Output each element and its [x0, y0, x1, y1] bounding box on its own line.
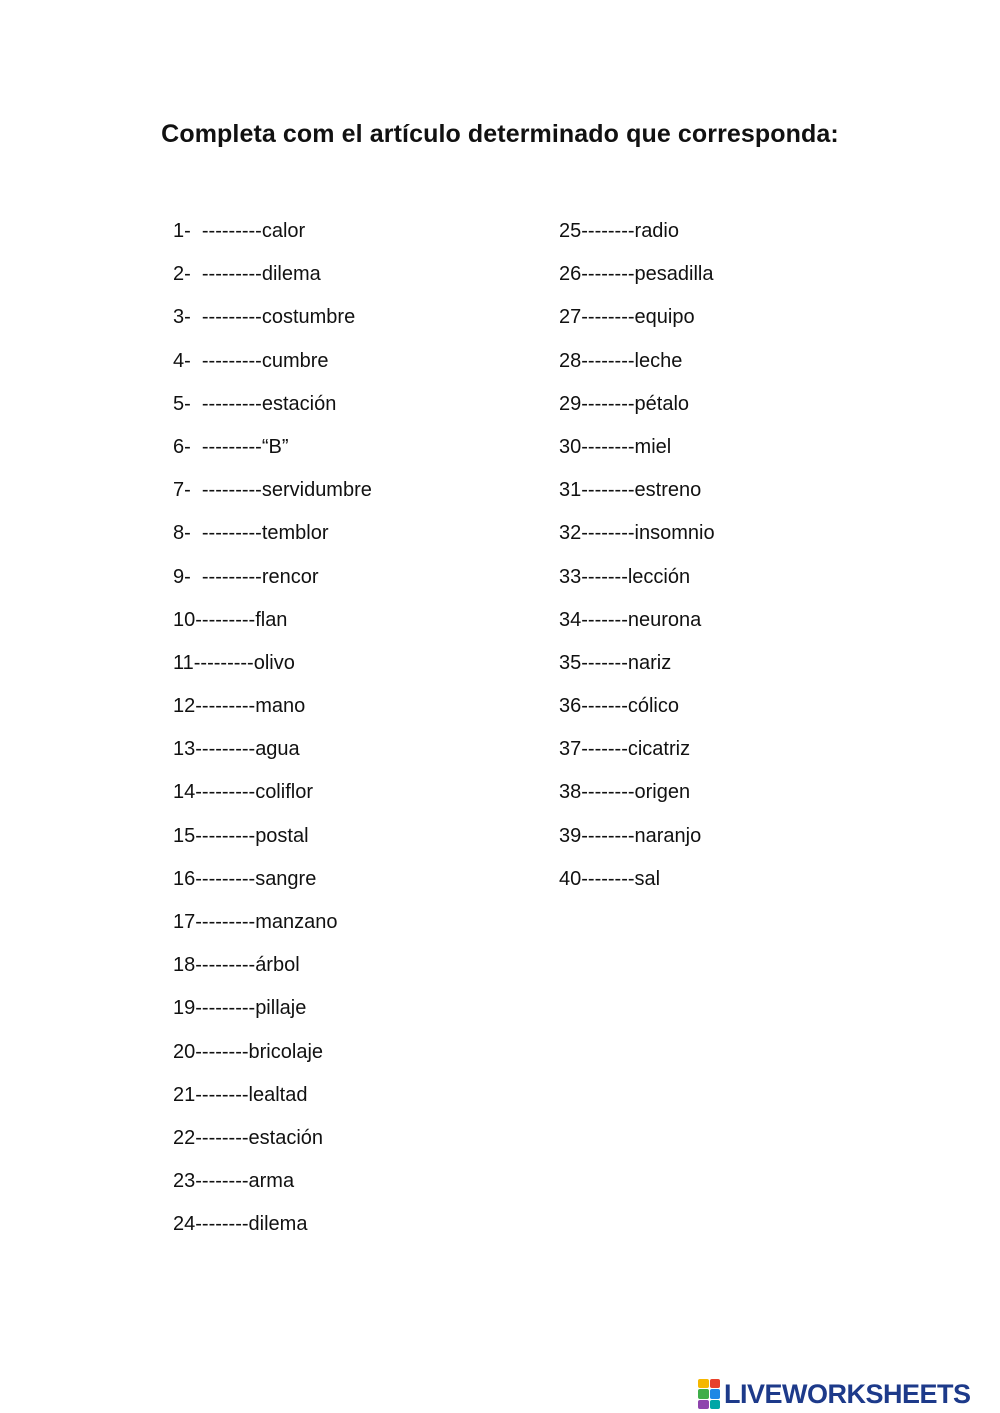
exercise-item: 10---------flan [173, 608, 288, 631]
exercise-item: 34-------neurona [559, 608, 702, 631]
exercise-list-left [173, 215, 372, 1252]
exercise-item: 2- ---------dilema [173, 263, 321, 286]
exercise-item: 32--------insomnio [559, 522, 715, 545]
exercise-item: 11---------olivo [173, 651, 295, 674]
exercise-item: 35-------nariz [559, 651, 672, 674]
exercise-item: 7- ---------servidumbre [173, 479, 372, 502]
logo-tile [710, 1400, 721, 1409]
logo-tile [698, 1389, 709, 1398]
exercise-item: 24--------dilema [173, 1213, 308, 1236]
exercise-item: 8- ---------temblor [173, 522, 329, 545]
exercise-item: 39--------naranjo [559, 824, 702, 847]
exercise-item: 23--------arma [173, 1170, 295, 1193]
exercise-item: 19---------pillaje [173, 997, 307, 1020]
worksheet-title: Completa com el artículo determinado que corresponda: [161, 120, 839, 148]
exercise-item: 20--------bricolaje [173, 1040, 324, 1063]
exercise-item: 27--------equipo [559, 306, 695, 329]
exercise-item: 14---------coliflor [173, 781, 313, 804]
logo-tile [710, 1389, 721, 1398]
exercise-item: 22--------estación [173, 1126, 324, 1149]
exercise-item: 3- ---------costumbre [173, 306, 356, 329]
exercise-item: 38--------origen [559, 781, 691, 804]
exercise-item: 12---------mano [173, 695, 306, 718]
exercise-item: 37-------cicatriz [559, 738, 691, 761]
exercise-item: 36-------cólico [559, 695, 679, 718]
exercise-item: 13---------agua [173, 738, 300, 761]
exercise-item: 31--------estreno [559, 479, 702, 502]
logo-tile [698, 1400, 709, 1409]
exercise-item: 4- ---------cumbre [173, 349, 329, 372]
exercise-item: 6- ---------“B” [173, 435, 289, 458]
exercise-item: 18---------árbol [173, 954, 300, 977]
exercise-item: 9- ---------rencor [173, 565, 319, 588]
exercise-item: 25--------radio [559, 220, 679, 242]
logo-tile [710, 1379, 721, 1388]
exercise-item: 21--------lealtad [173, 1083, 308, 1106]
exercise-item: 17---------manzano [173, 911, 338, 933]
exercise-item: 1- ---------calor [173, 220, 306, 242]
exercise-list-right [559, 215, 715, 906]
exercise-item: 28--------leche [559, 349, 683, 372]
logo-tile [698, 1379, 709, 1388]
exercise-item: 26--------pesadilla [559, 263, 714, 286]
exercise-item: 16---------sangre [173, 867, 317, 890]
liveworksheets-icon [698, 1379, 720, 1409]
exercise-item: 15---------postal [173, 824, 309, 847]
brand-name: LIVEWORKSHEETS [724, 1378, 971, 1409]
exercise-item: 40--------sal [559, 867, 661, 890]
exercise-item: 33-------lección [559, 565, 691, 588]
exercise-item: 5- ---------estación [173, 392, 337, 415]
exercise-item: 30--------miel [559, 435, 672, 458]
brand-logo [698, 1376, 971, 1412]
exercise-item: 29--------pétalo [559, 392, 690, 415]
